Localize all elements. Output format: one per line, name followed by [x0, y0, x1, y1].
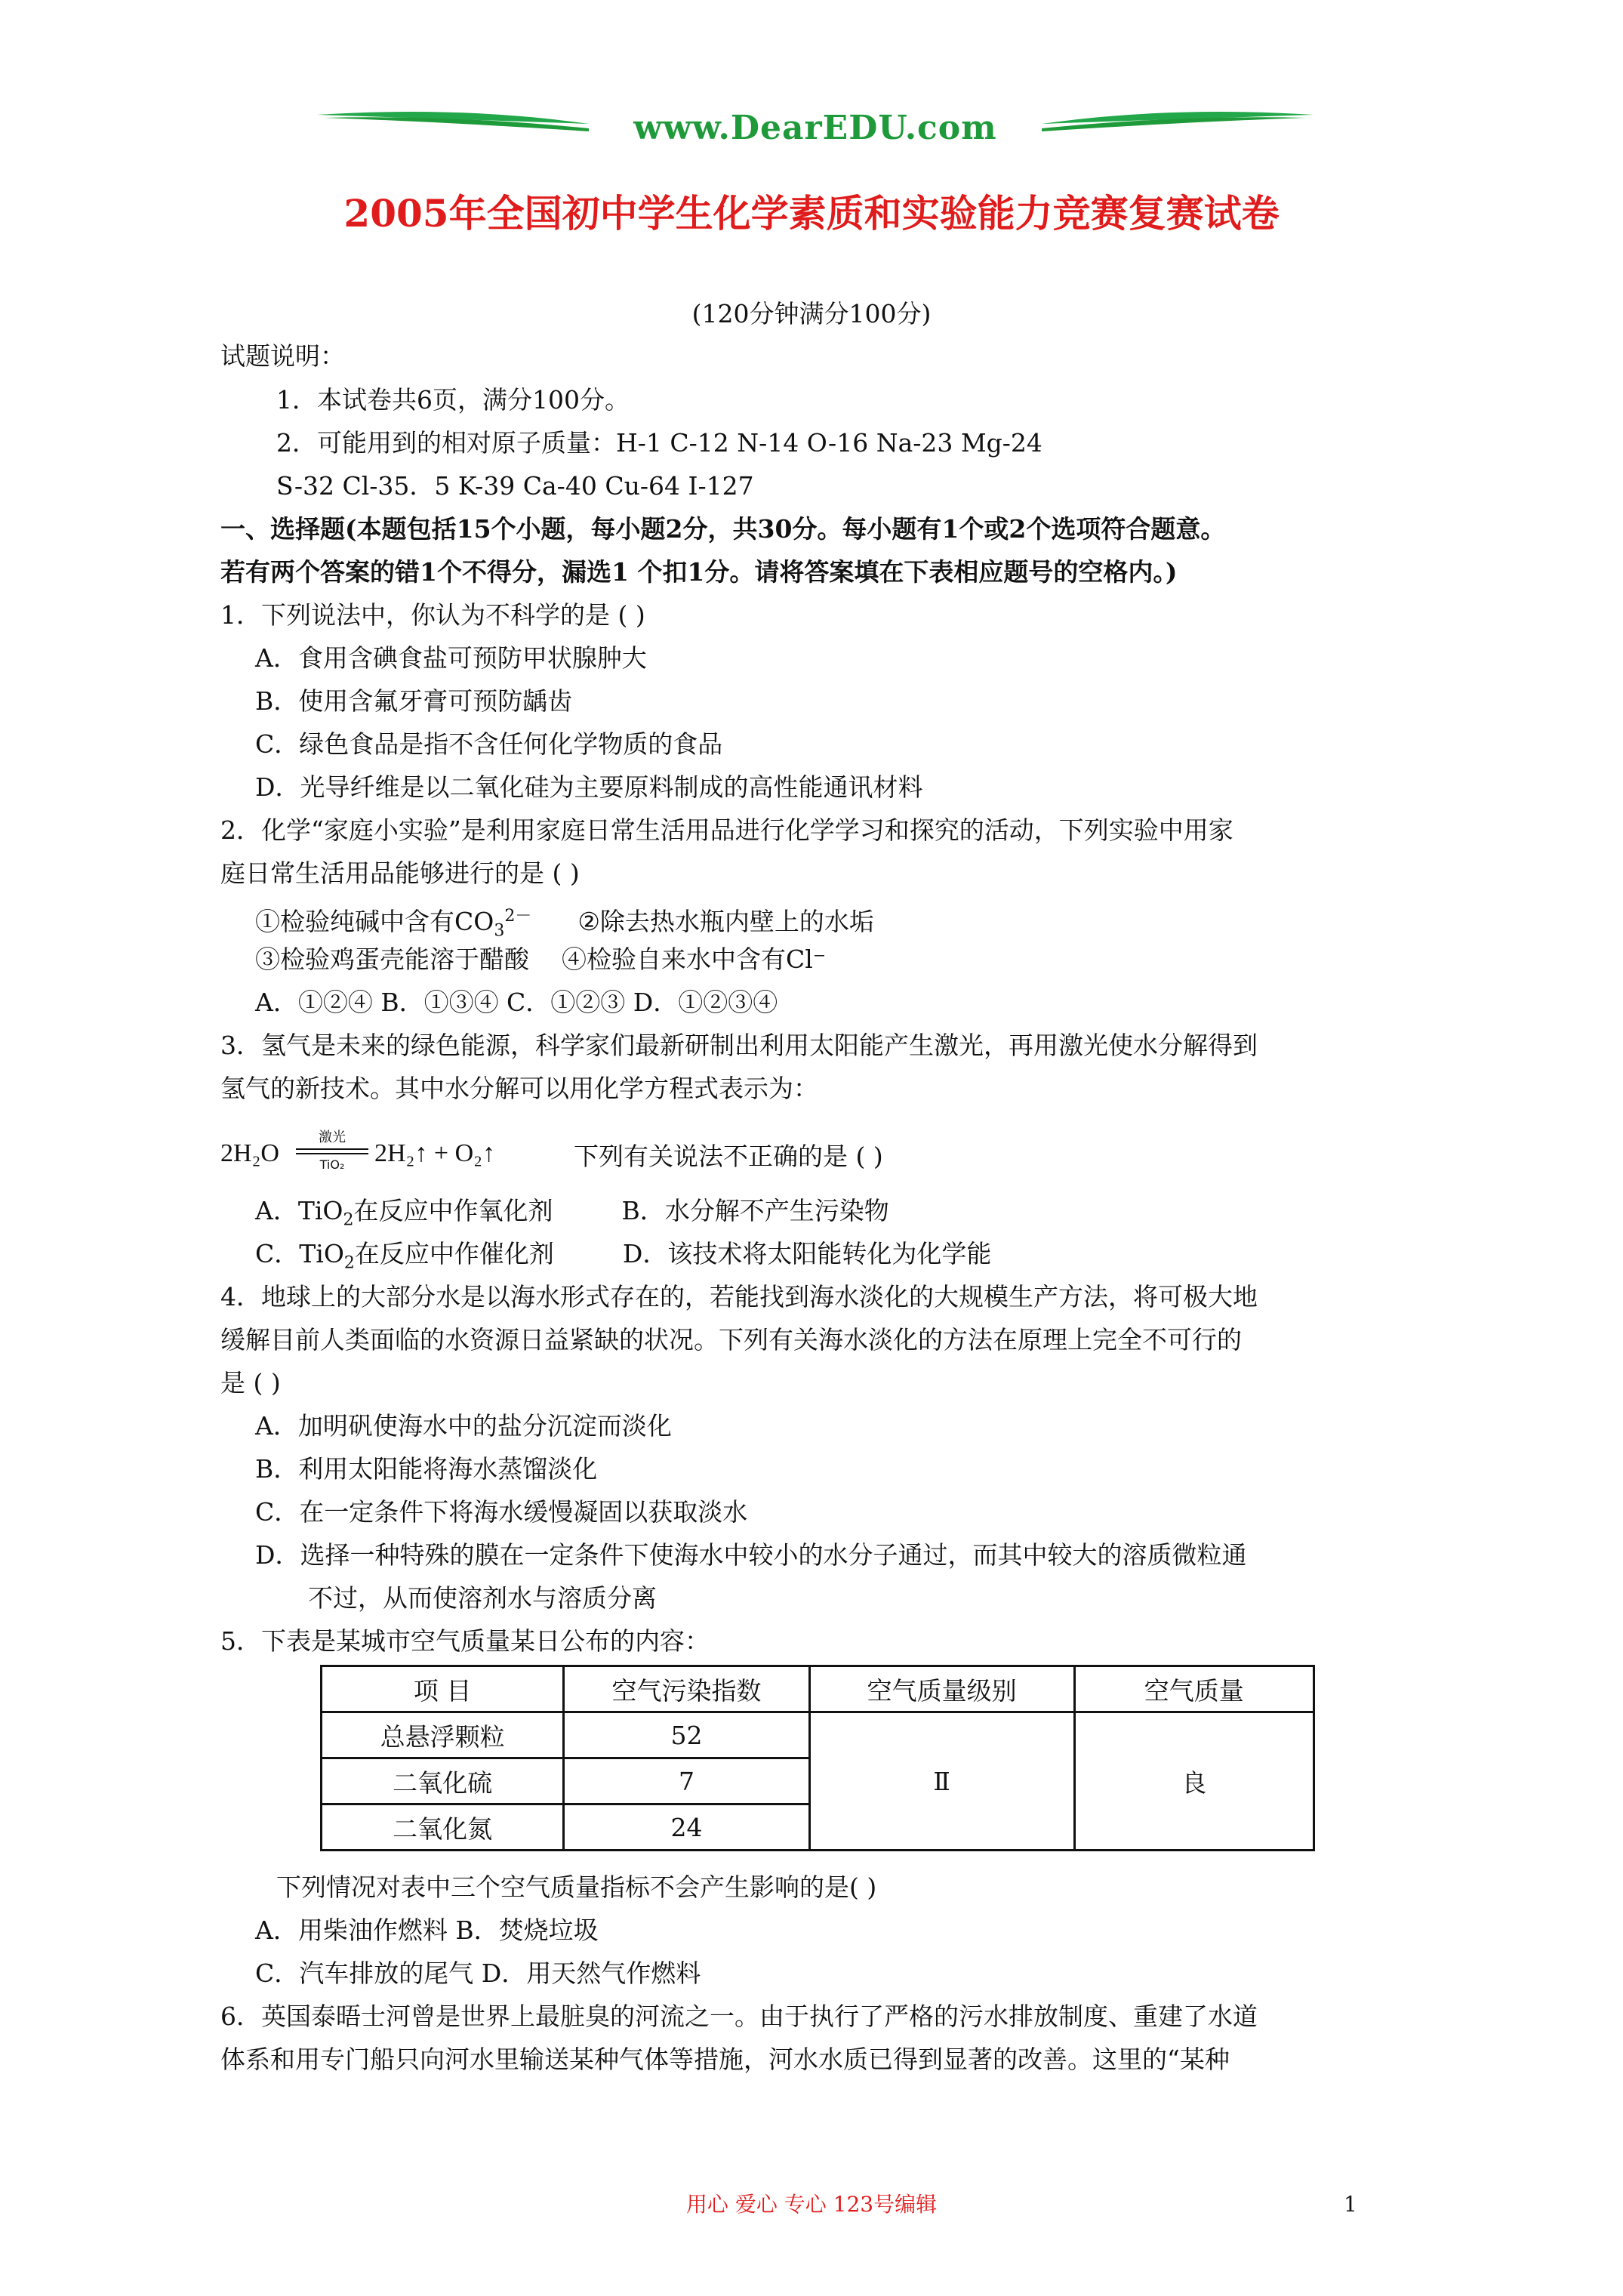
table-cell-index: 24: [564, 1804, 809, 1851]
question-2-item-4: ④检验自来水中含有Cl⁻: [562, 945, 827, 974]
question-1-option-b: B．使用含氟牙膏可预防龋齿: [255, 686, 573, 716]
table-cell-level: Ⅱ: [809, 1712, 1074, 1851]
question-5-options-ab: A．用柴油作燃料 B．焚烧垃圾: [255, 1915, 599, 1945]
equation-condition-bottom: TiO₂: [319, 1157, 345, 1172]
section-heading: 一、选择题(本题包括15个小题，每小题2分，共30分。每小题有1个或2个选项符合题意。: [220, 514, 1226, 544]
question-3-option-b: B．水分解不产生污染物: [621, 1196, 889, 1225]
question-2-stem-cont: 庭日常生活用品能够进行的是 ( ): [220, 858, 580, 888]
question-1-option-c: C．绿色食品是指不含任何化学物质的食品: [255, 729, 723, 759]
page-title: 2005年全国初中学生化学素质和实验能力竞赛复赛试卷: [343, 191, 1280, 236]
question-4-option-a: A．加明矾使海水中的盐分沉淀而淡化: [255, 1411, 672, 1441]
question-3-option-d: D．该技术将太阳能转化为化学能: [622, 1239, 992, 1268]
question-6-stem-cont: 体系和用专门船只向河水里输送某种气体等措施，河水水质已得到显著的改善。这里的“某种: [220, 2045, 1230, 2074]
question-4-stem-cont: 缓解目前人类面临的水资源日益紧缺的状况。下列有关海水淡化的方法在原理上完全不可行的: [220, 1325, 1242, 1354]
table-header-item: 项 目: [322, 1666, 564, 1712]
question-4-option-d: D．选择一种特殊的膜在一定条件下使海水中较小的水分子通过，而其中较大的溶质微粒通: [255, 1540, 1247, 1570]
question-3-row-cd: [255, 1236, 991, 1282]
question-1-option-d: D．光导纤维是以二氧化硅为主要原料制成的高性能通讯材料: [255, 772, 923, 802]
question-5-stem: 5．下表是某城市空气质量某日公布的内容：: [220, 1626, 710, 1656]
page-footer: 用心 爱心 专心 123号编辑: [685, 2192, 938, 2217]
question-4-option-b: B．利用太阳能将海水蒸馏淡化: [255, 1454, 598, 1484]
question-5-options-cd: C．汽车排放的尾气 D．用天然气作燃料: [255, 1959, 701, 1988]
table-cell-index: 52: [564, 1712, 809, 1758]
question-4-stem: 4．地球上的大部分水是以海水形式存在的，若能找到海水淡化的大规模生产方法，将可极大地: [220, 1282, 1258, 1311]
question-3-row-ab: [255, 1193, 889, 1239]
question-4-option-c: C．在一定条件下将海水缓慢凝固以获取淡水: [255, 1497, 748, 1527]
table-header-level: 空气质量级别: [809, 1666, 1074, 1712]
question-2-item-3: ③检验鸡蛋壳能溶于醋酸: [255, 945, 529, 974]
table-header-quality: 空气质量: [1074, 1666, 1313, 1712]
question-2-stem: 2．化学“家庭小实验”是利用家庭日常生活用品进行化学学习和探究的活动，下列实验中用家: [220, 815, 1233, 845]
question-3-stem-cont: 氢气的新技术。其中水分解可以用化学方程式表示为：: [220, 1074, 818, 1103]
table-header-row: [322, 1666, 1314, 1712]
equation-condition-top: 激光: [319, 1130, 346, 1145]
question-1-stem: 1．下列说法中，你认为不科学的是 ( ): [220, 600, 645, 630]
question-4-stem-end: 是 ( ): [220, 1368, 281, 1398]
table-cell-index: 7: [564, 1758, 809, 1804]
question-3-option-a: A．TiO$_2$在反应中作氧化剂: [255, 1196, 553, 1230]
air-quality-table: [320, 1665, 1315, 1851]
question-1-option-a: A．食用含碘食盐可预防甲状腺肿大: [255, 643, 647, 673]
section-heading-cont: 若有两个答案的错1个不得分，漏选1 个扣1分。请将答案填在下表相应题号的空格内。): [220, 557, 1178, 587]
question-3-option-c: C．TiO$_2$在反应中作催化剂: [255, 1239, 554, 1273]
question-3-stem: 3．氢气是未来的绿色能源，科学家们最新研制出利用太阳能产生激光，再用激光使水分解得到: [220, 1031, 1258, 1060]
table-cell-item: 二氧化硫: [322, 1758, 564, 1804]
question-2-item-row-2: [255, 942, 826, 978]
question-3-prompt: 下列有关说法不正确的是 ( ): [574, 1142, 883, 1171]
question-4-option-d-cont: 不过，从而使溶剂水与溶质分离: [308, 1583, 657, 1613]
site-url[interactable]: www.DearEDU.com: [633, 109, 997, 147]
site-banner: [310, 98, 1321, 159]
instruction-item-2-cont: S-32 Cl-35．5 K-39 Ca-40 Cu-64 I-127: [276, 471, 754, 501]
table-header-index: 空气污染指数: [564, 1666, 809, 1712]
table-row: [322, 1712, 1314, 1758]
table-cell-quality: 良: [1074, 1712, 1313, 1851]
equation-reactant: 2H₂O: [220, 1139, 279, 1167]
question-6-stem: 6．英国泰晤士河曾是世界上最脏臭的河流之一。由于执行了严格的污水排放制度、重建了水道: [220, 2002, 1258, 2031]
table-cell-item: 二氧化氮: [322, 1804, 564, 1851]
page-number: 1: [1344, 2192, 1357, 2217]
question-2-item-2: ②除去热水瓶内壁上的水垢: [577, 907, 874, 936]
exam-duration: (120分钟满分100分): [691, 299, 932, 328]
instructions-heading: 试题说明：: [220, 341, 345, 371]
table-cell-item: 总悬浮颗粒: [322, 1712, 564, 1758]
equation-products: 2H₂↑ + O₂↑: [374, 1139, 495, 1167]
question-2-item-1: ①检验纯碱中含有$CO_3^{2-}$: [255, 907, 532, 941]
question-5-prompt: 下列情况对表中三个空气质量指标不会产生影响的是( ): [276, 1872, 877, 1902]
chemical-equation: [220, 1125, 553, 1178]
instruction-item-1: 1．本试卷共6页，满分100分。: [276, 385, 630, 415]
question-2-choices: A．①②④ B．①③④ C．①②③ D．①②③④: [255, 988, 778, 1017]
instruction-item-2: 2．可能用到的相对原子质量：H-1 C-12 N-14 O-16 Na-23 Mg-24: [276, 428, 1042, 458]
